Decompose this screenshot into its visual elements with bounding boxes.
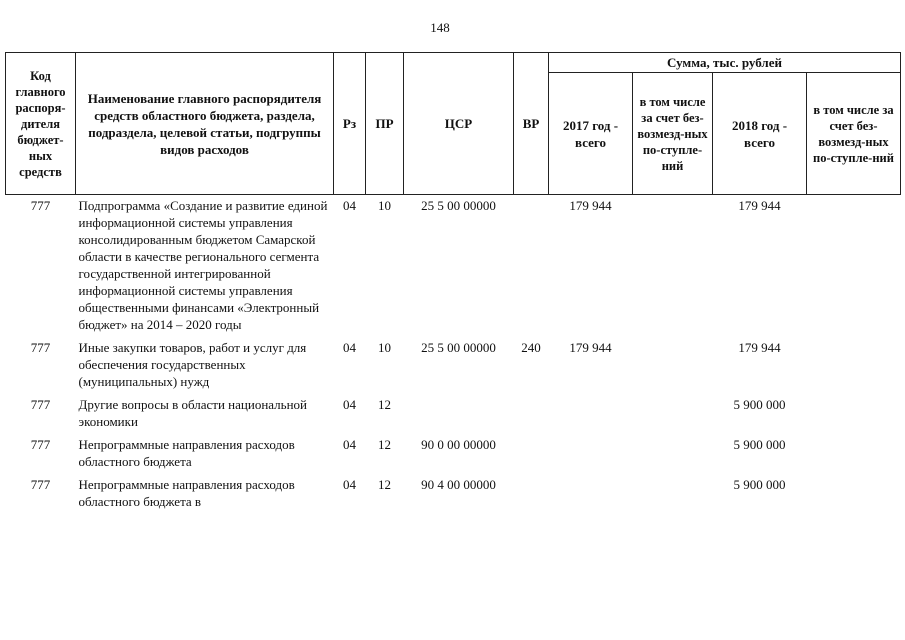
cell-2017-free	[633, 195, 713, 338]
table-body	[6, 195, 901, 515]
cell-code: 777	[30, 397, 51, 412]
header-2018-total: 2018 год - всего	[713, 73, 807, 195]
cell-csr: 90 0 00 00000	[421, 437, 496, 452]
cell-vr	[514, 394, 549, 434]
header-rz: Рз	[334, 53, 366, 195]
table-row	[6, 337, 901, 394]
cell-csr: 25 5 00 00000	[421, 198, 496, 213]
header-csr: ЦСР	[404, 53, 514, 195]
cell-vr	[514, 474, 549, 514]
cell-2018-total: 179 944	[738, 198, 781, 213]
cell-rz: 04	[343, 340, 356, 355]
cell-rz: 04	[343, 198, 356, 213]
cell-2017-total: 179 944	[569, 340, 612, 355]
header-2017-free: в том числе за счет без-возмезд-ных по-ступле-ний	[633, 73, 713, 195]
cell-2018-total: 179 944	[738, 340, 781, 355]
cell-name: Непрограммные направления расходов областного бюджета в	[78, 477, 295, 509]
cell-2018-total: 5 900 000	[733, 437, 786, 452]
header-pr: ПР	[366, 53, 404, 195]
cell-csr: 90 4 00 00000	[421, 477, 496, 492]
cell-pr: 12	[378, 437, 391, 452]
cell-name: Непрограммные направления расходов областного бюджета	[78, 437, 295, 469]
cell-2018-total: 5 900 000	[733, 477, 786, 492]
cell-rz: 04	[343, 477, 356, 492]
header-2018-free: в том числе за счет без-возмезд-ных по-ступле-ний	[807, 73, 901, 195]
cell-rz: 04	[343, 397, 356, 412]
header-2017-total: 2017 год - всего	[549, 73, 633, 195]
cell-2017-total	[549, 434, 633, 474]
budget-table	[5, 52, 901, 514]
cell-2018-free	[807, 337, 901, 394]
cell-pr: 12	[378, 477, 391, 492]
cell-pr: 10	[378, 198, 391, 213]
cell-2018-total: 5 900 000	[733, 397, 786, 412]
table-row	[6, 195, 901, 338]
cell-vr: 240	[521, 340, 541, 355]
cell-pr: 12	[378, 397, 391, 412]
cell-csr: 25 5 00 00000	[421, 340, 496, 355]
cell-2017-free	[633, 394, 713, 434]
cell-pr: 10	[378, 340, 391, 355]
cell-2018-free	[807, 474, 901, 514]
cell-code: 777	[30, 437, 51, 452]
cell-name: Другие вопросы в области национальной экономики	[78, 397, 307, 429]
cell-2018-free	[807, 434, 901, 474]
header-sum: Сумма, тыс. рублей	[549, 53, 901, 73]
table-row	[6, 434, 901, 474]
cell-vr	[514, 434, 549, 474]
cell-code: 777	[30, 198, 51, 213]
cell-name: Подпрограмма «Создание и развитие единой информационной системы управления консолидированным бюджетом Самарской области в качестве регионального сегмента государственной интегрированной информационной системы управления общественными финансами «Электронный бюджет» на 2014 – 2020 годы	[78, 198, 328, 332]
cell-2017-free	[633, 337, 713, 394]
header-code: Код главного распоря-дителя бюджет-ных средств	[6, 53, 76, 195]
header-name: Наименование главного распорядителя средств областного бюджета, раздела, подраздела, целевой статьи, подгруппы видов расходов	[76, 53, 334, 195]
table-row	[6, 394, 901, 434]
cell-2018-free	[807, 394, 901, 434]
table-row	[6, 474, 901, 514]
cell-2017-total	[549, 394, 633, 434]
cell-rz: 04	[343, 437, 356, 452]
cell-code: 777	[30, 340, 51, 355]
cell-csr	[404, 394, 514, 434]
cell-name: Иные закупки товаров, работ и услуг для обеспечения государственных (муниципальных) нужд	[78, 340, 307, 389]
cell-code: 777	[30, 477, 51, 492]
cell-2017-total: 179 944	[569, 198, 612, 213]
cell-2017-free	[633, 434, 713, 474]
cell-2018-free	[807, 195, 901, 338]
cell-2017-free	[633, 474, 713, 514]
cell-2017-total	[549, 474, 633, 514]
header-vr: ВР	[514, 53, 549, 195]
cell-vr	[514, 195, 549, 338]
table-header	[6, 53, 901, 195]
page-number: 148	[430, 20, 450, 35]
